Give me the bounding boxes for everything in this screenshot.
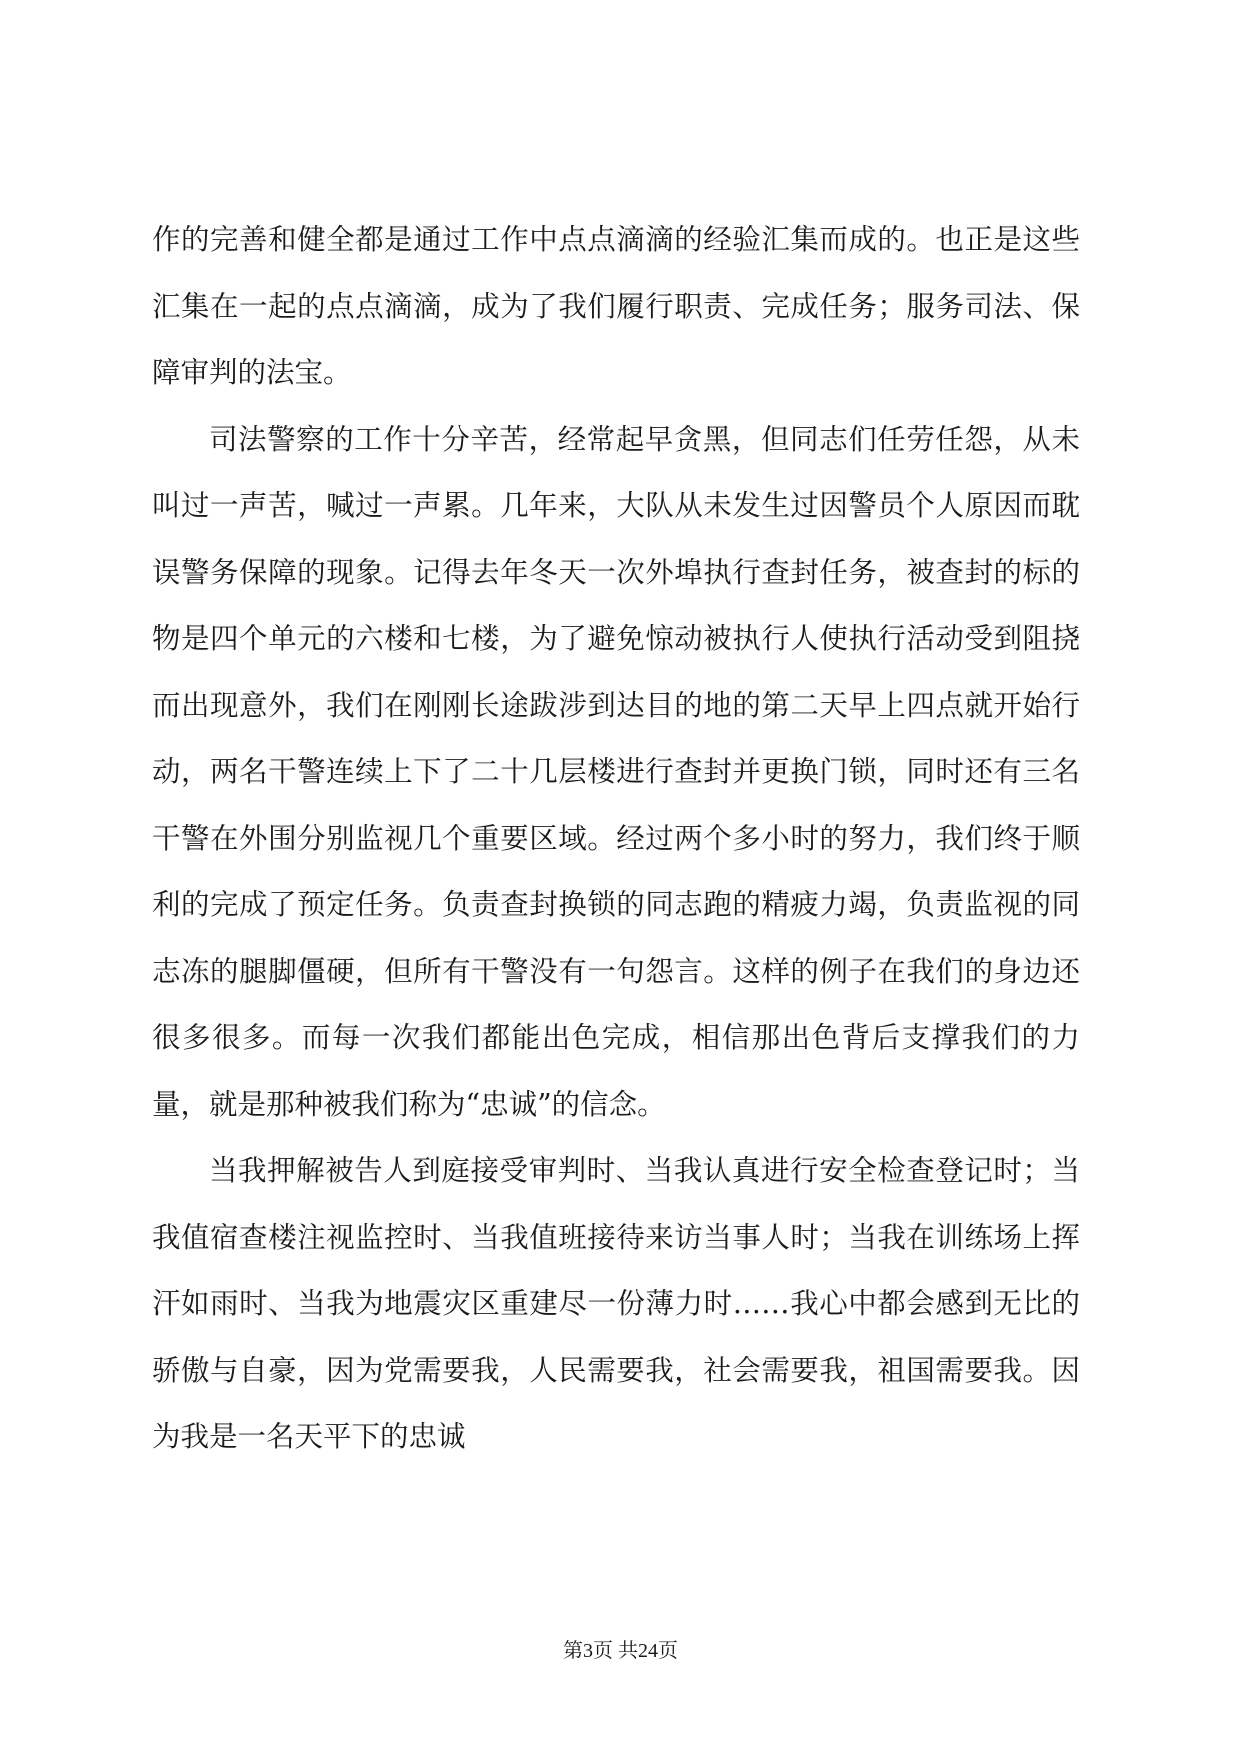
paragraph-1: 作的完善和健全都是通过工作中点点滴滴的经验汇集而成的。也正是这些汇集在一起的点点滴滴，成为了我们履行职责、完成任务；服务司法、保障审判的法宝。: [152, 223, 1080, 389]
page-footer: 第3页 共24页: [563, 1640, 678, 1662]
paragraph-3: 当我押解被告人到庭接受审判时、当我认真进行安全检查登记时；当我值宿查楼注视监控时、当我值班接待来访当事人时；当我在训练场上挥汗如雨时、当我为地震灾区重建尽一份薄力时……我心中都会感到无比的骄傲与自豪，因为党需要我，人民需要我，社会需要我，祖国需要我。因为我是一名天平下的忠诚: [152, 1154, 1080, 1453]
document-body: [152, 207, 1080, 1471]
paragraph-2: 司法警察的工作十分辛苦，经常起早贪黑，但同志们任劳任怨，从未叫过一声苦，喊过一声累。几年来，大队从未发生过因警员个人原因而耽误警务保障的现象。记得去年冬天一次外埠执行查封任务，被查封的标的物是四个单元的六楼和七楼，为了避免惊动被执行人使执行活动受到阻挠而出现意外，我们在刚刚长途跋涉到达目的地的第二天早上四点就开始行动，两名干警连续上下了二十几层楼进行查封并更换门锁，同时还有三名干警在外围分别监视几个重要区域。经过两个多小时的努力，我们终于顺利的完成了预定任务。负责查封换锁的同志跑的精疲力竭，负责监视的同志冻的腿脚僵硬，但所有干警没有一句怨言。这样的例子在我们的身边还很多很多。而每一次我们都能出色完成，相信那出色背后支撑我们的力量，就是那种被我们称为“忠诚”的信念。: [152, 422, 1080, 1121]
